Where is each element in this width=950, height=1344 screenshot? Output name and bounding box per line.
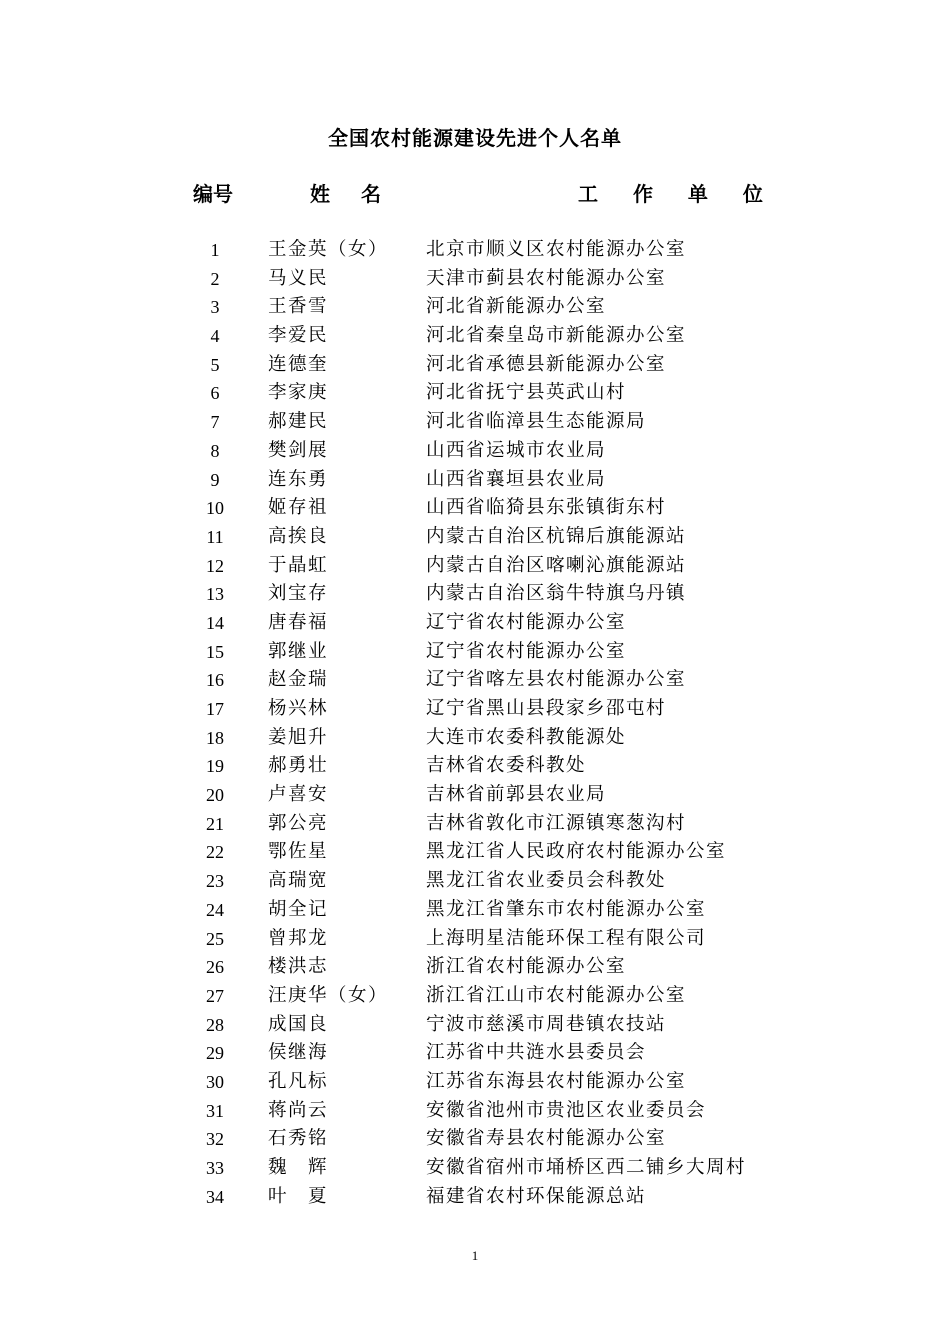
person-name: 王香雪 bbox=[268, 296, 329, 318]
person-name: 王金英（女） bbox=[268, 239, 389, 260]
person-name: 郭继业 bbox=[268, 640, 329, 662]
person-name: 成国良 bbox=[268, 1013, 329, 1035]
work-unit: 大连市农委科教能源处 bbox=[426, 726, 627, 748]
row-number: 17 bbox=[206, 699, 224, 719]
row-number: 15 bbox=[206, 641, 224, 662]
list-item bbox=[0, 867, 950, 896]
row-number: 22 bbox=[206, 842, 224, 863]
row-number: 31 bbox=[206, 1100, 224, 1121]
person-name: 连德奎 bbox=[268, 353, 329, 375]
person-name: 叶 夏 bbox=[268, 1185, 329, 1207]
list-item bbox=[0, 781, 950, 810]
person-name: 魏 辉 bbox=[268, 1157, 329, 1178]
work-unit: 内蒙古自治区翁牛特旗乌丹镇 bbox=[426, 583, 687, 605]
work-unit: 黑龙江省人民政府农村能源办公室 bbox=[426, 841, 727, 863]
person-name: 姜旭升 bbox=[268, 726, 329, 748]
person-name: 卢喜安 bbox=[268, 784, 329, 806]
work-unit: 安徽省池州市贵池区农业委员会 bbox=[426, 1099, 707, 1121]
row-number: 8 bbox=[210, 440, 220, 461]
row-number: 27 bbox=[206, 985, 224, 1006]
row-number: 21 bbox=[206, 813, 224, 834]
work-unit: 安徽省宿州市埇桥区西二铺乡大周村 bbox=[426, 1157, 747, 1178]
row-number: 24 bbox=[206, 899, 224, 920]
row-number: 33 bbox=[206, 1158, 224, 1178]
row-number: 11 bbox=[206, 526, 224, 547]
list-item bbox=[0, 838, 950, 867]
header-name: 姓 名 bbox=[310, 182, 393, 206]
row-number: 3 bbox=[210, 297, 220, 318]
list-item bbox=[0, 638, 950, 667]
person-name: 于晶虹 bbox=[268, 554, 329, 576]
person-name: 马义民 bbox=[268, 267, 329, 289]
header-unit: 工 作 单 位 bbox=[578, 182, 777, 206]
work-unit: 北京市顺义区农村能源办公室 bbox=[426, 239, 687, 260]
row-number: 10 bbox=[206, 498, 224, 519]
work-unit: 河北省新能源办公室 bbox=[426, 296, 607, 318]
work-unit: 黑龙江省农业委员会科教处 bbox=[426, 870, 667, 892]
person-name: 楼洪志 bbox=[268, 956, 329, 978]
list-item bbox=[0, 666, 950, 695]
person-name: 鄂佐星 bbox=[268, 841, 329, 863]
name-list bbox=[0, 236, 950, 1211]
row-number: 18 bbox=[206, 727, 224, 748]
work-unit: 辽宁省农村能源办公室 bbox=[426, 611, 627, 633]
person-name: 郝建民 bbox=[268, 411, 329, 433]
row-number: 30 bbox=[206, 1071, 224, 1092]
list-item bbox=[0, 1068, 950, 1097]
person-name: 郭公亮 bbox=[268, 812, 329, 834]
list-item bbox=[0, 724, 950, 753]
list-item bbox=[0, 1183, 950, 1212]
work-unit: 吉林省敦化市江源镇寒葱沟村 bbox=[426, 812, 687, 834]
person-name: 连东勇 bbox=[268, 468, 329, 490]
row-number: 23 bbox=[206, 871, 224, 892]
list-item bbox=[0, 466, 950, 495]
row-number: 29 bbox=[206, 1043, 224, 1064]
person-name: 姬存祖 bbox=[268, 497, 329, 519]
person-name: 李家庚 bbox=[268, 382, 329, 404]
list-item bbox=[0, 408, 950, 437]
table-header bbox=[0, 178, 950, 208]
person-name: 郝勇壮 bbox=[268, 755, 329, 777]
list-item bbox=[0, 982, 950, 1011]
list-item bbox=[0, 1154, 950, 1183]
list-item bbox=[0, 752, 950, 781]
row-number: 7 bbox=[210, 412, 220, 433]
row-number: 20 bbox=[206, 785, 224, 806]
work-unit: 浙江省江山市农村能源办公室 bbox=[426, 984, 687, 1006]
work-unit: 内蒙古自治区杭锦后旗能源站 bbox=[426, 525, 687, 547]
work-unit: 福建省农村环保能源总站 bbox=[426, 1185, 647, 1207]
work-unit: 山西省运城市农业局 bbox=[426, 439, 607, 461]
list-item bbox=[0, 810, 950, 839]
row-number: 25 bbox=[206, 928, 224, 949]
list-item bbox=[0, 609, 950, 638]
person-name: 唐春福 bbox=[268, 611, 329, 633]
list-item bbox=[0, 953, 950, 982]
work-unit: 天津市蓟县农村能源办公室 bbox=[426, 267, 667, 289]
work-unit: 吉林省农委科教处 bbox=[426, 755, 587, 777]
list-item bbox=[0, 896, 950, 925]
work-unit: 河北省抚宁县英武山村 bbox=[426, 382, 627, 404]
header-number: 编号 bbox=[193, 182, 233, 206]
list-item bbox=[0, 1011, 950, 1040]
work-unit: 宁波市慈溪市周巷镇农技站 bbox=[426, 1013, 667, 1035]
list-item bbox=[0, 236, 950, 265]
person-name: 胡全记 bbox=[268, 898, 329, 920]
work-unit: 浙江省农村能源办公室 bbox=[426, 956, 627, 978]
row-number: 1 bbox=[210, 240, 220, 260]
list-item bbox=[0, 265, 950, 294]
row-number: 19 bbox=[206, 756, 224, 777]
list-item bbox=[0, 293, 950, 322]
list-item bbox=[0, 437, 950, 466]
work-unit: 江苏省中共涟水县委员会 bbox=[426, 1042, 647, 1064]
person-name: 石秀铭 bbox=[268, 1128, 329, 1150]
list-item bbox=[0, 351, 950, 380]
list-item bbox=[0, 379, 950, 408]
row-number: 16 bbox=[206, 670, 224, 691]
list-item bbox=[0, 322, 950, 351]
work-unit: 辽宁省黑山县段家乡邵屯村 bbox=[426, 698, 667, 719]
work-unit: 安徽省寿县农村能源办公室 bbox=[426, 1128, 667, 1150]
list-item bbox=[0, 1097, 950, 1126]
list-item bbox=[0, 1039, 950, 1068]
person-name: 高瑞宽 bbox=[268, 870, 329, 892]
work-unit: 河北省承德县新能源办公室 bbox=[426, 353, 667, 375]
row-number: 14 bbox=[206, 612, 224, 633]
page-number: 1 bbox=[471, 1248, 479, 1263]
list-item bbox=[0, 523, 950, 552]
person-name: 李爱民 bbox=[268, 325, 329, 347]
person-name: 高挨良 bbox=[268, 525, 329, 547]
work-unit: 黑龙江省肇东市农村能源办公室 bbox=[426, 898, 707, 920]
person-name: 侯继海 bbox=[268, 1042, 329, 1064]
list-item bbox=[0, 925, 950, 954]
list-item bbox=[0, 494, 950, 523]
row-number: 6 bbox=[210, 383, 220, 404]
row-number: 26 bbox=[206, 957, 224, 978]
person-name: 樊剑展 bbox=[268, 439, 329, 461]
work-unit: 河北省临漳县生态能源局 bbox=[426, 411, 647, 433]
work-unit: 山西省襄垣县农业局 bbox=[426, 468, 607, 490]
row-number: 13 bbox=[206, 584, 224, 605]
list-item bbox=[0, 552, 950, 581]
work-unit: 江苏省东海县农村能源办公室 bbox=[426, 1070, 687, 1092]
person-name: 刘宝存 bbox=[268, 583, 329, 605]
work-unit: 山西省临猗县东张镇街东村 bbox=[426, 497, 667, 519]
person-name: 蒋尚云 bbox=[268, 1099, 329, 1121]
row-number: 32 bbox=[206, 1129, 224, 1150]
row-number: 5 bbox=[210, 354, 220, 375]
row-number: 34 bbox=[206, 1186, 224, 1207]
list-item bbox=[0, 1125, 950, 1154]
row-number: 9 bbox=[210, 469, 220, 490]
person-name: 孔凡标 bbox=[268, 1070, 329, 1092]
work-unit: 吉林省前郭县农业局 bbox=[426, 784, 607, 806]
person-name: 杨兴林 bbox=[268, 698, 329, 719]
list-item bbox=[0, 580, 950, 609]
row-number: 2 bbox=[210, 268, 220, 289]
work-unit: 内蒙古自治区喀喇沁旗能源站 bbox=[426, 554, 687, 576]
person-name: 曾邦龙 bbox=[268, 927, 329, 949]
row-number: 28 bbox=[206, 1014, 224, 1035]
row-number: 4 bbox=[210, 326, 220, 347]
work-unit: 河北省秦皇岛市新能源办公室 bbox=[426, 325, 687, 347]
person-name: 赵金瑞 bbox=[268, 669, 329, 691]
page-title: 全国农村能源建设先进个人名单 bbox=[328, 126, 622, 150]
work-unit: 上海明星洁能环保工程有限公司 bbox=[426, 927, 707, 949]
work-unit: 辽宁省农村能源办公室 bbox=[426, 640, 627, 662]
row-number: 12 bbox=[206, 555, 224, 576]
list-item bbox=[0, 695, 950, 724]
work-unit: 辽宁省喀左县农村能源办公室 bbox=[426, 669, 687, 691]
person-name: 汪庚华（女） bbox=[268, 984, 389, 1006]
